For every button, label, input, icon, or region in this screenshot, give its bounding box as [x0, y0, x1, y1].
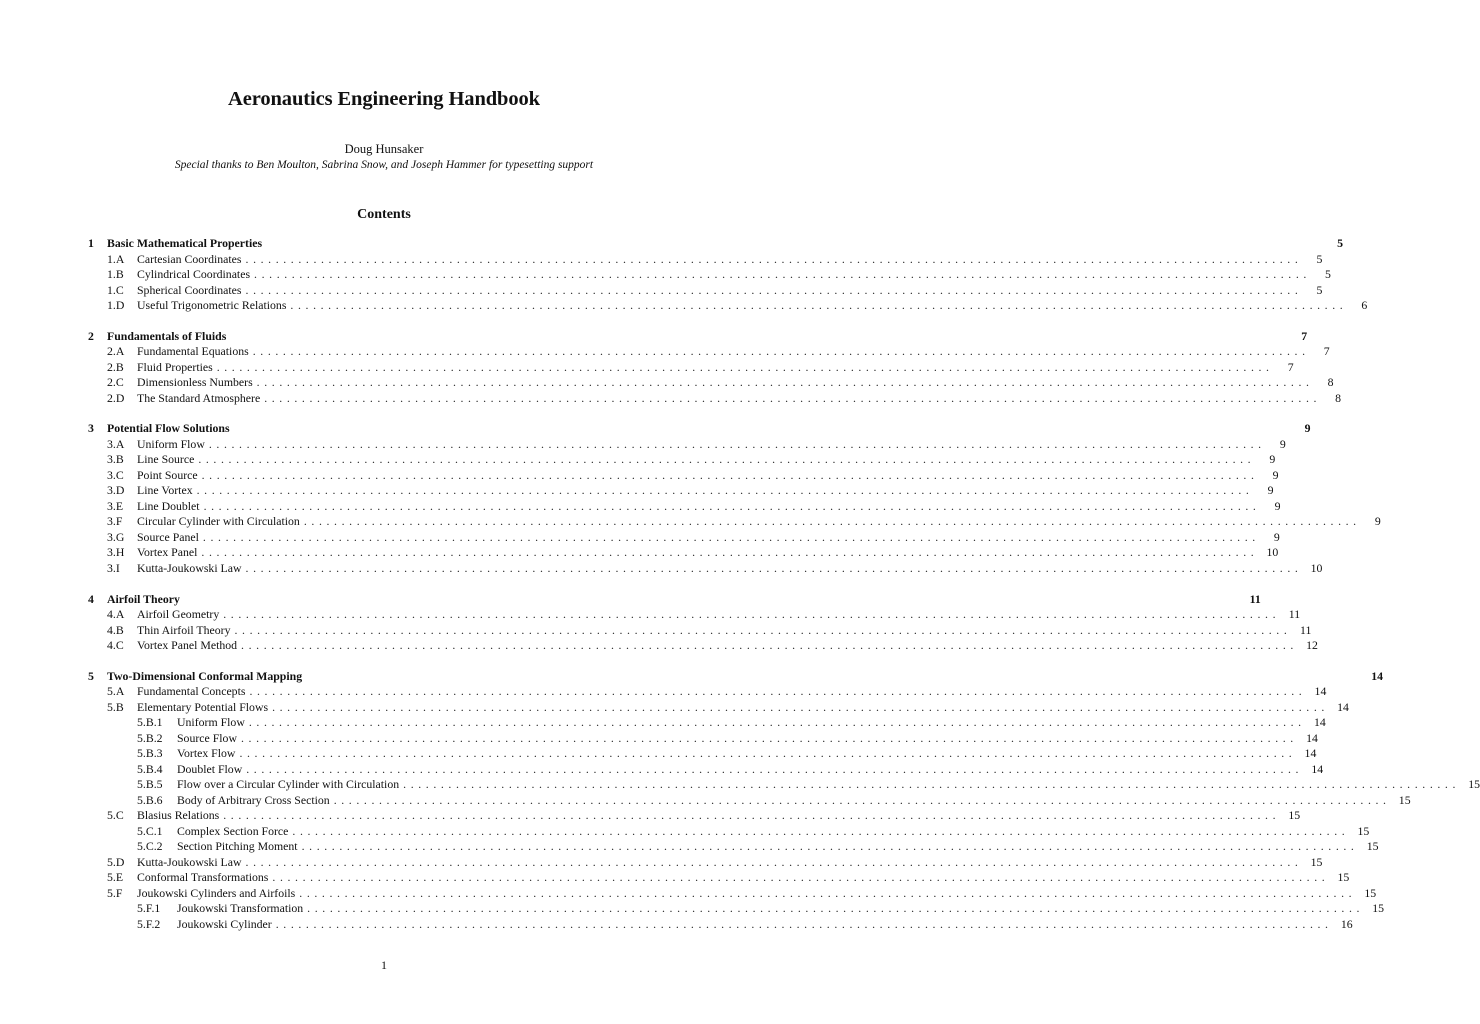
toc-entry-number: 4.C: [107, 638, 124, 653]
toc-entry-title: Section Pitching Moment: [177, 839, 298, 854]
toc-entry-page: 14: [1311, 761, 1324, 776]
table-of-contents: [88, 236, 1480, 947]
toc-subsection-entry[interactable]: [88, 901, 1385, 917]
toc-entry-title: Doublet Flow: [177, 761, 243, 776]
toc-chapter-entry[interactable]: [88, 668, 1383, 685]
toc-chapter: [88, 236, 1368, 314]
toc-section-entry[interactable]: [88, 854, 1323, 871]
toc-section-entry[interactable]: [88, 344, 1330, 360]
toc-section-entry[interactable]: [88, 808, 1301, 824]
toc-entry-page: 14: [1371, 668, 1383, 683]
dot-leader: ............................................................................................................................................: [246, 761, 1304, 776]
toc-entry-number: 5.F.1: [137, 901, 161, 916]
toc-entry-number: 3.D: [107, 483, 125, 498]
dot-leader: ............................................................................................................................................: [240, 730, 1298, 745]
toc-section-entry[interactable]: [88, 298, 1368, 314]
toc-entry-page: 10: [1266, 545, 1279, 560]
page-number: 1: [381, 958, 387, 972]
toc-subsection-entry[interactable]: [88, 715, 1326, 731]
toc-entry-number: 5.C.2: [137, 839, 163, 854]
toc-entry-number: 5.C: [107, 808, 124, 823]
author-name: Doug Hunsaker: [344, 142, 424, 156]
acknowledgement: Special thanks to Ben Moulton, Sabrina Snow, and Joseph Hammer for typesetting support: [174, 159, 594, 171]
dot-leader: ............................................................................................................................................: [203, 498, 1261, 513]
toc-entry-title: Cylindrical Coordinates: [137, 267, 251, 281]
toc-entry-number: 1.B: [107, 267, 124, 281]
dot-leader: ............................................................................................................................................: [272, 870, 1330, 885]
toc-entry-page: 15: [1468, 777, 1480, 792]
toc-entry-number: 4.A: [107, 607, 125, 622]
toc-entry-title: Cartesian Coordinates: [137, 251, 242, 266]
toc-section-entry[interactable]: [88, 359, 1294, 376]
toc-entry-number: 5.A: [107, 684, 125, 699]
toc-entry-page: 5: [1325, 267, 1331, 281]
toc-entry-page: 15: [1337, 870, 1350, 885]
toc-entry-number: 1.C: [107, 282, 124, 297]
toc-entry-title: Elementary Potential Flows: [137, 699, 269, 714]
toc-entry-page: 10: [1310, 560, 1323, 575]
toc-entry-number: 2.B: [107, 359, 124, 374]
dot-leader: ............................................................................................................................................: [299, 885, 1357, 900]
toc-entry-title: Fundamentals of Fluids: [107, 328, 227, 343]
toc-entry-number: 3.B: [107, 452, 124, 467]
toc-entry-title: Two-Dimensional Conformal Mapping: [107, 668, 303, 683]
toc-entry-page: 14: [1306, 730, 1318, 745]
dot-leader: ............................................................................................................................................: [223, 607, 1281, 622]
toc-entry-number: 5.B: [107, 699, 124, 714]
toc-entry-number: 5: [88, 668, 94, 683]
toc-subsection-entry[interactable]: [88, 839, 1379, 855]
toc-entry-title: Spherical Coordinates: [137, 282, 242, 297]
dot-leader: ............................................................................................................................................: [301, 839, 1359, 854]
toc-entry-title: Line Vortex: [137, 483, 193, 498]
toc-entry-page: 5: [1316, 282, 1323, 297]
dot-leader: ............................................................................................................................................: [272, 699, 1329, 714]
toc-entry-title: Body of Arbitrary Cross Section: [177, 792, 330, 807]
toc-entry-title: Fluid Properties: [137, 359, 213, 374]
toc-entry-number: 2.A: [107, 344, 125, 359]
toc-section-entry[interactable]: [88, 622, 1312, 639]
dot-leader: ............................................................................................................................................: [245, 282, 1303, 297]
toc-subsection-entry[interactable]: [88, 730, 1318, 747]
toc-entry-title: Joukowski Transformation: [177, 901, 304, 916]
dot-leader: ............................................................................................................................................: [256, 375, 1314, 390]
toc-entry-title: Airfoil Theory: [107, 591, 180, 606]
toc-entry-number: 3.F: [107, 514, 123, 529]
toc-subsection-entry[interactable]: [88, 792, 1411, 809]
toc-entry-title: Complex Section Force: [177, 823, 289, 838]
dot-leader: ............................................................................................................................................: [252, 344, 1310, 359]
toc-entry-number: 1.A: [107, 251, 125, 266]
toc-entry-title: Fundamental Concepts: [137, 684, 246, 699]
toc-entry-number: 5.B.5: [137, 777, 163, 792]
toc-entry-page: 15: [1398, 792, 1411, 807]
toc-entry-title: Blasius Relations: [137, 808, 220, 823]
toc-entry-page: 14: [1304, 746, 1317, 761]
dot-leader: ............................................................................................................................................: [239, 746, 1297, 761]
toc-section-entry[interactable]: [88, 607, 1301, 623]
toc-section-entry[interactable]: [88, 498, 1281, 515]
toc-entry-number: 3.E: [107, 498, 124, 513]
toc-entry-page: 7: [1301, 328, 1308, 343]
toc-entry-number: 1: [88, 236, 94, 250]
toc-entry-page: 8: [1327, 375, 1334, 390]
toc-entry-page: 11: [1288, 607, 1301, 622]
toc-entry-number: 5.F: [107, 885, 123, 900]
toc-entry-title: Kutta-Joukowski Law: [137, 560, 242, 575]
toc-entry-page: 8: [1335, 390, 1342, 405]
dot-leader: ............................................................................................................................................: [275, 916, 1333, 931]
toc-section-entry[interactable]: [88, 545, 1279, 561]
toc-chapter: [88, 328, 1342, 407]
toc-entry-page: 9: [1269, 452, 1276, 467]
dot-leader: ............................................................................................................................................: [292, 823, 1350, 838]
toc-entry-number: 5.B.2: [137, 730, 163, 745]
dot-leader: ............................................................................................................................................: [248, 715, 1306, 730]
dot-leader: ............................................................................................................................................: [245, 560, 1303, 575]
document-title: Aeronautics Engineering Handbook: [228, 88, 540, 110]
contents-heading: Contents: [357, 207, 411, 222]
dot-leader: ............................................................................................................................................: [241, 638, 1298, 653]
toc-entry-page: 11: [1300, 622, 1312, 637]
toc-entry-number: 3: [88, 421, 94, 436]
toc-entry-title: Kutta-Joukowski Law: [137, 854, 242, 869]
toc-section-entry[interactable]: [88, 638, 1318, 654]
toc-entry-title: Circular Cylinder with Circulation: [137, 514, 300, 529]
toc-entry-title: Source Flow: [177, 730, 237, 745]
toc-entry-number: 2.D: [107, 390, 125, 405]
toc-entry-title: Potential Flow Solutions: [107, 421, 230, 436]
toc-entry-title: Uniform Flow: [177, 715, 245, 730]
toc-chapter: [88, 421, 1381, 576]
toc-chapter: [88, 668, 1480, 933]
toc-entry-number: 3.H: [107, 545, 125, 560]
toc-entry-page: 15: [1366, 839, 1379, 854]
toc-entry-page: 14: [1313, 715, 1326, 730]
toc-entry-title: Line Doublet: [137, 498, 200, 513]
toc-entry-number: 4: [88, 591, 94, 606]
toc-section-entry[interactable]: [88, 267, 1331, 283]
dot-leader: ............................................................................................................................................: [254, 267, 1311, 281]
toc-subsection-entry[interactable]: [88, 746, 1317, 762]
toc-entry-number: 5.B.1: [137, 715, 163, 730]
toc-entry-title: Source Panel: [137, 529, 199, 544]
toc-section-entry[interactable]: [88, 467, 1279, 484]
dot-leader: ............................................................................................................................................: [223, 808, 1281, 823]
dot-leader: ............................................................................................................................................: [208, 436, 1266, 451]
dot-leader: ............................................................................................................................................: [198, 452, 1256, 467]
toc-entry-number: 3.A: [107, 436, 125, 451]
toc-entry-title: Joukowski Cylinders and Airfoils: [137, 885, 296, 900]
dot-leader: ............................................................................................................................................: [196, 483, 1254, 498]
toc-entry-number: 5.C.1: [137, 823, 163, 838]
toc-entry-title: Useful Trigonometric Relations: [137, 298, 287, 312]
toc-entry-title: Line Source: [137, 452, 195, 467]
toc-section-entry[interactable]: [88, 390, 1342, 407]
toc-entry-page: 6: [1361, 298, 1368, 312]
toc-entry-page: 15: [1364, 885, 1377, 900]
toc-entry-number: 3.I: [107, 560, 120, 575]
toc-entry-title: Basic Mathematical Properties: [107, 236, 263, 250]
toc-entry-number: 5.F.2: [137, 916, 161, 931]
dot-leader: ............................................................................................................................................: [201, 545, 1259, 560]
toc-entry-number: 5.B.6: [137, 792, 163, 807]
toc-entry-page: 7: [1323, 344, 1330, 359]
toc-section-entry[interactable]: [88, 870, 1350, 886]
toc-subsection-entry[interactable]: [88, 777, 1480, 793]
toc-entry-number: 2.C: [107, 375, 124, 390]
toc-entry-title: Fundamental Equations: [137, 344, 249, 359]
toc-entry-page: 5: [1316, 251, 1323, 266]
toc-entry-page: 9: [1374, 514, 1381, 529]
toc-entry-number: 5.B.3: [137, 746, 163, 761]
dot-leader: ............................................................................................................................................: [202, 529, 1260, 544]
toc-entry-page: 16: [1340, 916, 1353, 931]
toc-entry-page: 9: [1267, 483, 1274, 498]
toc-section-entry[interactable]: [88, 529, 1280, 546]
toc-entry-page: 12: [1306, 638, 1318, 653]
toc-chapter: [88, 591, 1318, 654]
toc-chapter-entry[interactable]: [88, 328, 1308, 345]
toc-chapter-entry[interactable]: [88, 236, 1343, 252]
toc-section-entry[interactable]: [88, 699, 1349, 716]
toc-section-entry[interactable]: [88, 375, 1334, 391]
toc-entry-title: Vortex Flow: [177, 746, 236, 761]
dot-leader: ............................................................................................................................................: [234, 622, 1292, 637]
toc-entry-title: The Standard Atmosphere: [137, 390, 261, 405]
toc-entry-page: 9: [1279, 436, 1286, 451]
toc-subsection-entry[interactable]: [88, 761, 1324, 778]
toc-section-entry[interactable]: [88, 514, 1381, 530]
toc-section-entry[interactable]: [88, 436, 1286, 453]
toc-entry-title: Uniform Flow: [137, 436, 205, 451]
toc-subsection-entry[interactable]: [88, 823, 1370, 840]
toc-section-entry[interactable]: [88, 483, 1274, 499]
dot-leader: ............................................................................................................................................: [245, 251, 1303, 266]
toc-section-entry[interactable]: [88, 560, 1323, 577]
dot-leader: ............................................................................................................................................: [307, 901, 1365, 916]
toc-entry-title: Point Source: [137, 467, 198, 482]
toc-entry-title: Vortex Panel: [137, 545, 198, 560]
toc-entry-page: 9: [1274, 498, 1281, 513]
toc-section-entry[interactable]: [88, 282, 1323, 299]
toc-entry-number: 3.C: [107, 467, 124, 482]
toc-entry-number: 1.D: [107, 298, 125, 312]
toc-section-entry[interactable]: [88, 251, 1323, 268]
dot-leader: ............................................................................................................................................: [333, 792, 1391, 807]
dot-leader: ............................................................................................................................................: [216, 359, 1274, 374]
toc-entry-page: 7: [1287, 359, 1294, 374]
dot-leader: ............................................................................................................................................: [201, 467, 1259, 482]
toc-entry-page: 15: [1310, 854, 1323, 869]
dot-leader: ............................................................................................................................................: [249, 684, 1307, 699]
toc-section-entry[interactable]: [88, 452, 1276, 468]
dot-leader: ............................................................................................................................................: [403, 777, 1461, 792]
toc-entry-page: 9: [1273, 529, 1280, 544]
toc-entry-page: 11: [1249, 591, 1261, 606]
toc-entry-page: 15: [1288, 808, 1301, 823]
toc-section-entry[interactable]: [88, 684, 1327, 700]
toc-entry-page: 15: [1357, 823, 1370, 838]
toc-entry-number: 5.E: [107, 870, 124, 885]
toc-entry-number: 4.B: [107, 622, 124, 637]
toc-entry-title: Joukowski Cylinder: [177, 916, 272, 931]
toc-entry-page: 5: [1337, 236, 1343, 250]
toc-entry-title: Flow over a Circular Cylinder with Circulation: [177, 777, 400, 792]
dot-leader: ............................................................................................................................................: [290, 298, 1348, 312]
toc-entry-page: 15: [1372, 901, 1385, 916]
toc-entry-title: Dimensionless Numbers: [137, 375, 253, 390]
toc-chapter-entry[interactable]: [88, 421, 1311, 437]
toc-entry-page: 9: [1272, 467, 1279, 482]
toc-subsection-entry[interactable]: [88, 916, 1353, 933]
toc-entry-title: Conformal Transformations: [137, 870, 269, 885]
toc-entry-title: Vortex Panel Method: [137, 638, 238, 653]
toc-chapter-entry[interactable]: [88, 591, 1261, 608]
toc-entry-number: 3.G: [107, 529, 125, 544]
dot-leader: ............................................................................................................................................: [303, 514, 1361, 529]
toc-entry-number: 5.D: [107, 854, 125, 869]
dot-leader: ............................................................................................................................................: [264, 390, 1322, 405]
toc-entry-title: Thin Airfoil Theory: [137, 622, 231, 637]
toc-entry-page: 9: [1304, 421, 1311, 436]
toc-section-entry[interactable]: [88, 885, 1377, 902]
dot-leader: ............................................................................................................................................: [245, 854, 1303, 869]
toc-entry-page: 14: [1337, 699, 1349, 714]
toc-entry-number: 5.B.4: [137, 761, 163, 776]
toc-entry-number: 2: [88, 328, 94, 343]
toc-entry-page: 14: [1314, 684, 1327, 699]
toc-entry-title: Airfoil Geometry: [137, 607, 220, 622]
